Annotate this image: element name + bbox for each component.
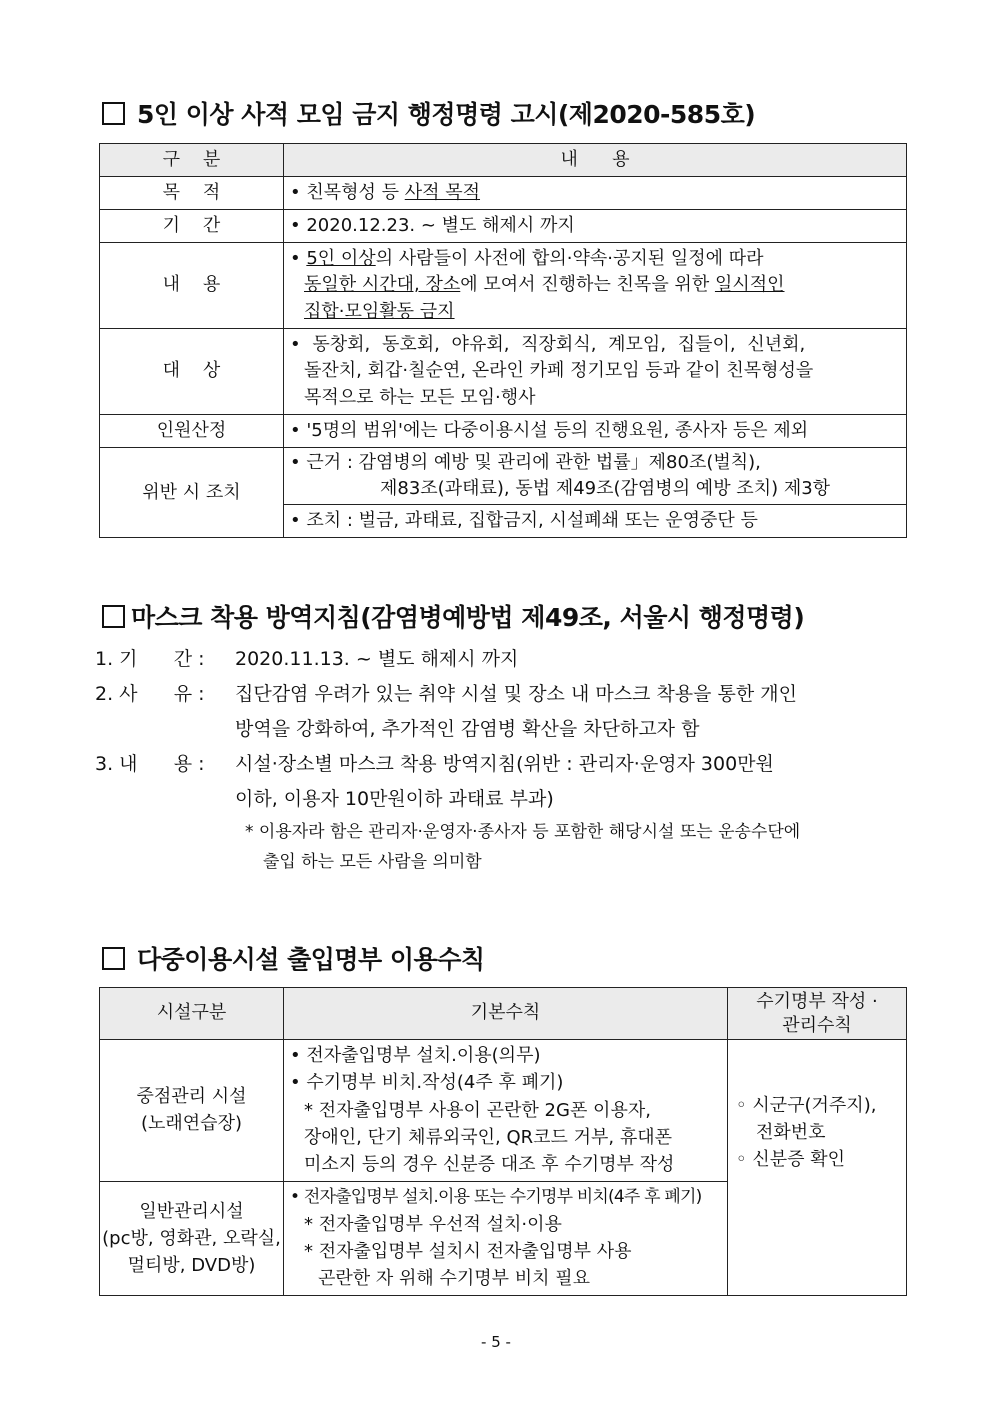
- row-content: • 조치 : 벌금, 과태료, 집합금지, 시설폐쇄 또는 운영중단 등: [284, 505, 907, 538]
- list-item-continuation: 방역을 강화하여, 추가적인 감염병 확산을 차단하고자 함: [235, 718, 700, 740]
- rules-cell: • 전자출입명부 설치.이용(의무) • 수기명부 비치.작성(4주 후 폐기) * 전자출입명부 사용이 곤란한 2G폰 이용자, 장애인, 단기 체류외국인, QR코드 거부, 휴대폰 미소지 등의 경우 신분증 대조 후 수기명부 작성: [284, 1040, 728, 1182]
- row-label: 기 간: [100, 210, 284, 243]
- table-row: [100, 448, 907, 505]
- list-item: 2. 사 유 : 집단감염 우려가 있는 취약 시설 및 장소 내 마스크 착용을 통한 개인: [95, 683, 797, 705]
- table-row: [100, 329, 907, 415]
- row-content: • 5인 이상의 사람들이 사전에 합의·약속·공지된 일정에 따라 동일한 시간대, 장소에 모여서 진행하는 친목을 위한 일시적인 집합·모임활동 금지: [284, 243, 907, 329]
- list-item-continuation: 이하, 이용자 10만원이하 과태료 부과): [235, 788, 554, 810]
- header-content: 내 용: [284, 144, 907, 177]
- table-header-row: [100, 988, 907, 1040]
- section2-title: [102, 598, 804, 634]
- row-label: 인원산정: [100, 415, 284, 448]
- table-row: [100, 210, 907, 243]
- checkbox-icon: [102, 605, 125, 628]
- row-content: • 친목형성 등 사적 목적: [284, 177, 907, 210]
- header-category: 구 분: [100, 144, 284, 177]
- table-row: [100, 243, 907, 329]
- section3-table: [99, 987, 907, 1296]
- section1-table: [99, 143, 907, 538]
- section3-title-text: 다중이용시설 출입명부 이용수칙: [137, 945, 485, 974]
- row-label: 위반 시 조치: [100, 448, 284, 538]
- list-item: 1. 기 간 : 2020.11.13. ~ 별도 해제시 까지: [95, 648, 519, 670]
- section2-list: [95, 642, 915, 877]
- section1-title-text: 5인 이상 사적 모임 금지 행정명령 고시(제2020-585호): [137, 100, 756, 129]
- rules-cell: • 전자출입명부 설치.이용 또는 수기명부 비치(4주 후 폐기) * 전자출입명부 우선적 설치·이용 * 전자출입명부 설치시 전자출입명부 사용 곤란한 자 위해 수기명부 비치 필요: [284, 1181, 728, 1295]
- row-content: • '5명의 범위'에는 다중이용시설 등의 진행요원, 종사자 등은 제외: [284, 415, 907, 448]
- footnote: 출입 하는 모든 사람을 의미함: [263, 852, 482, 872]
- header-rules: 기본수칙: [284, 988, 728, 1040]
- manual-cell: ◦ 시군구(거주지), 전화번호 ◦ 신분증 확인: [728, 1040, 907, 1296]
- section2-title-text: 마스크 착용 방역지침(감염병예방법 제49조, 서울시 행정명령): [131, 603, 805, 632]
- list-item: 3. 내 용 : 시설·장소별 마스크 착용 방역지침(위반 : 관리자·운영자 300만원: [95, 753, 774, 775]
- facility-cell: 일반관리시설 (pc방, 영화관, 오락실, 멀티방, DVD방): [100, 1181, 284, 1295]
- row-label: 대 상: [100, 329, 284, 415]
- row-content: • 동창회, 동호회, 야유회, 직장회식, 계모임, 집들이, 신년회, 돌잔치, 회갑·칠순연, 온라인 카페 정기모임 등과 같이 친목형성을 목적으로 하는 모든 모임·행사: [284, 329, 907, 415]
- table-header-row: [100, 144, 907, 177]
- header-facility: 시설구분: [100, 988, 284, 1040]
- row-label: 목 적: [100, 177, 284, 210]
- section3-title: [102, 940, 485, 976]
- footnote: * 이용자라 함은 관리자·운영자·종사자 등 포함한 해당시설 또는 운송수단에: [245, 822, 801, 842]
- row-content: • 2020.12.23. ~ 별도 해제시 까지: [284, 210, 907, 243]
- row-content: • 근거 : 감염병의 예방 및 관리에 관한 법률」제80조(벌칙), 제83조(과태료), 동법 제49조(감염병의 예방 조치) 제3항: [284, 448, 907, 505]
- checkbox-icon: [102, 947, 125, 970]
- row-label: 내 용: [100, 243, 284, 329]
- checkbox-icon: [102, 102, 125, 125]
- table-row: [100, 415, 907, 448]
- header-manual: 수기명부 작성 · 관리수칙: [728, 988, 907, 1040]
- table-row: [100, 1040, 907, 1182]
- facility-cell: 중점관리 시설 (노래연습장): [100, 1040, 284, 1182]
- section1-title: [102, 95, 755, 131]
- table-row: [100, 177, 907, 210]
- page-number: - 5 -: [481, 1333, 511, 1351]
